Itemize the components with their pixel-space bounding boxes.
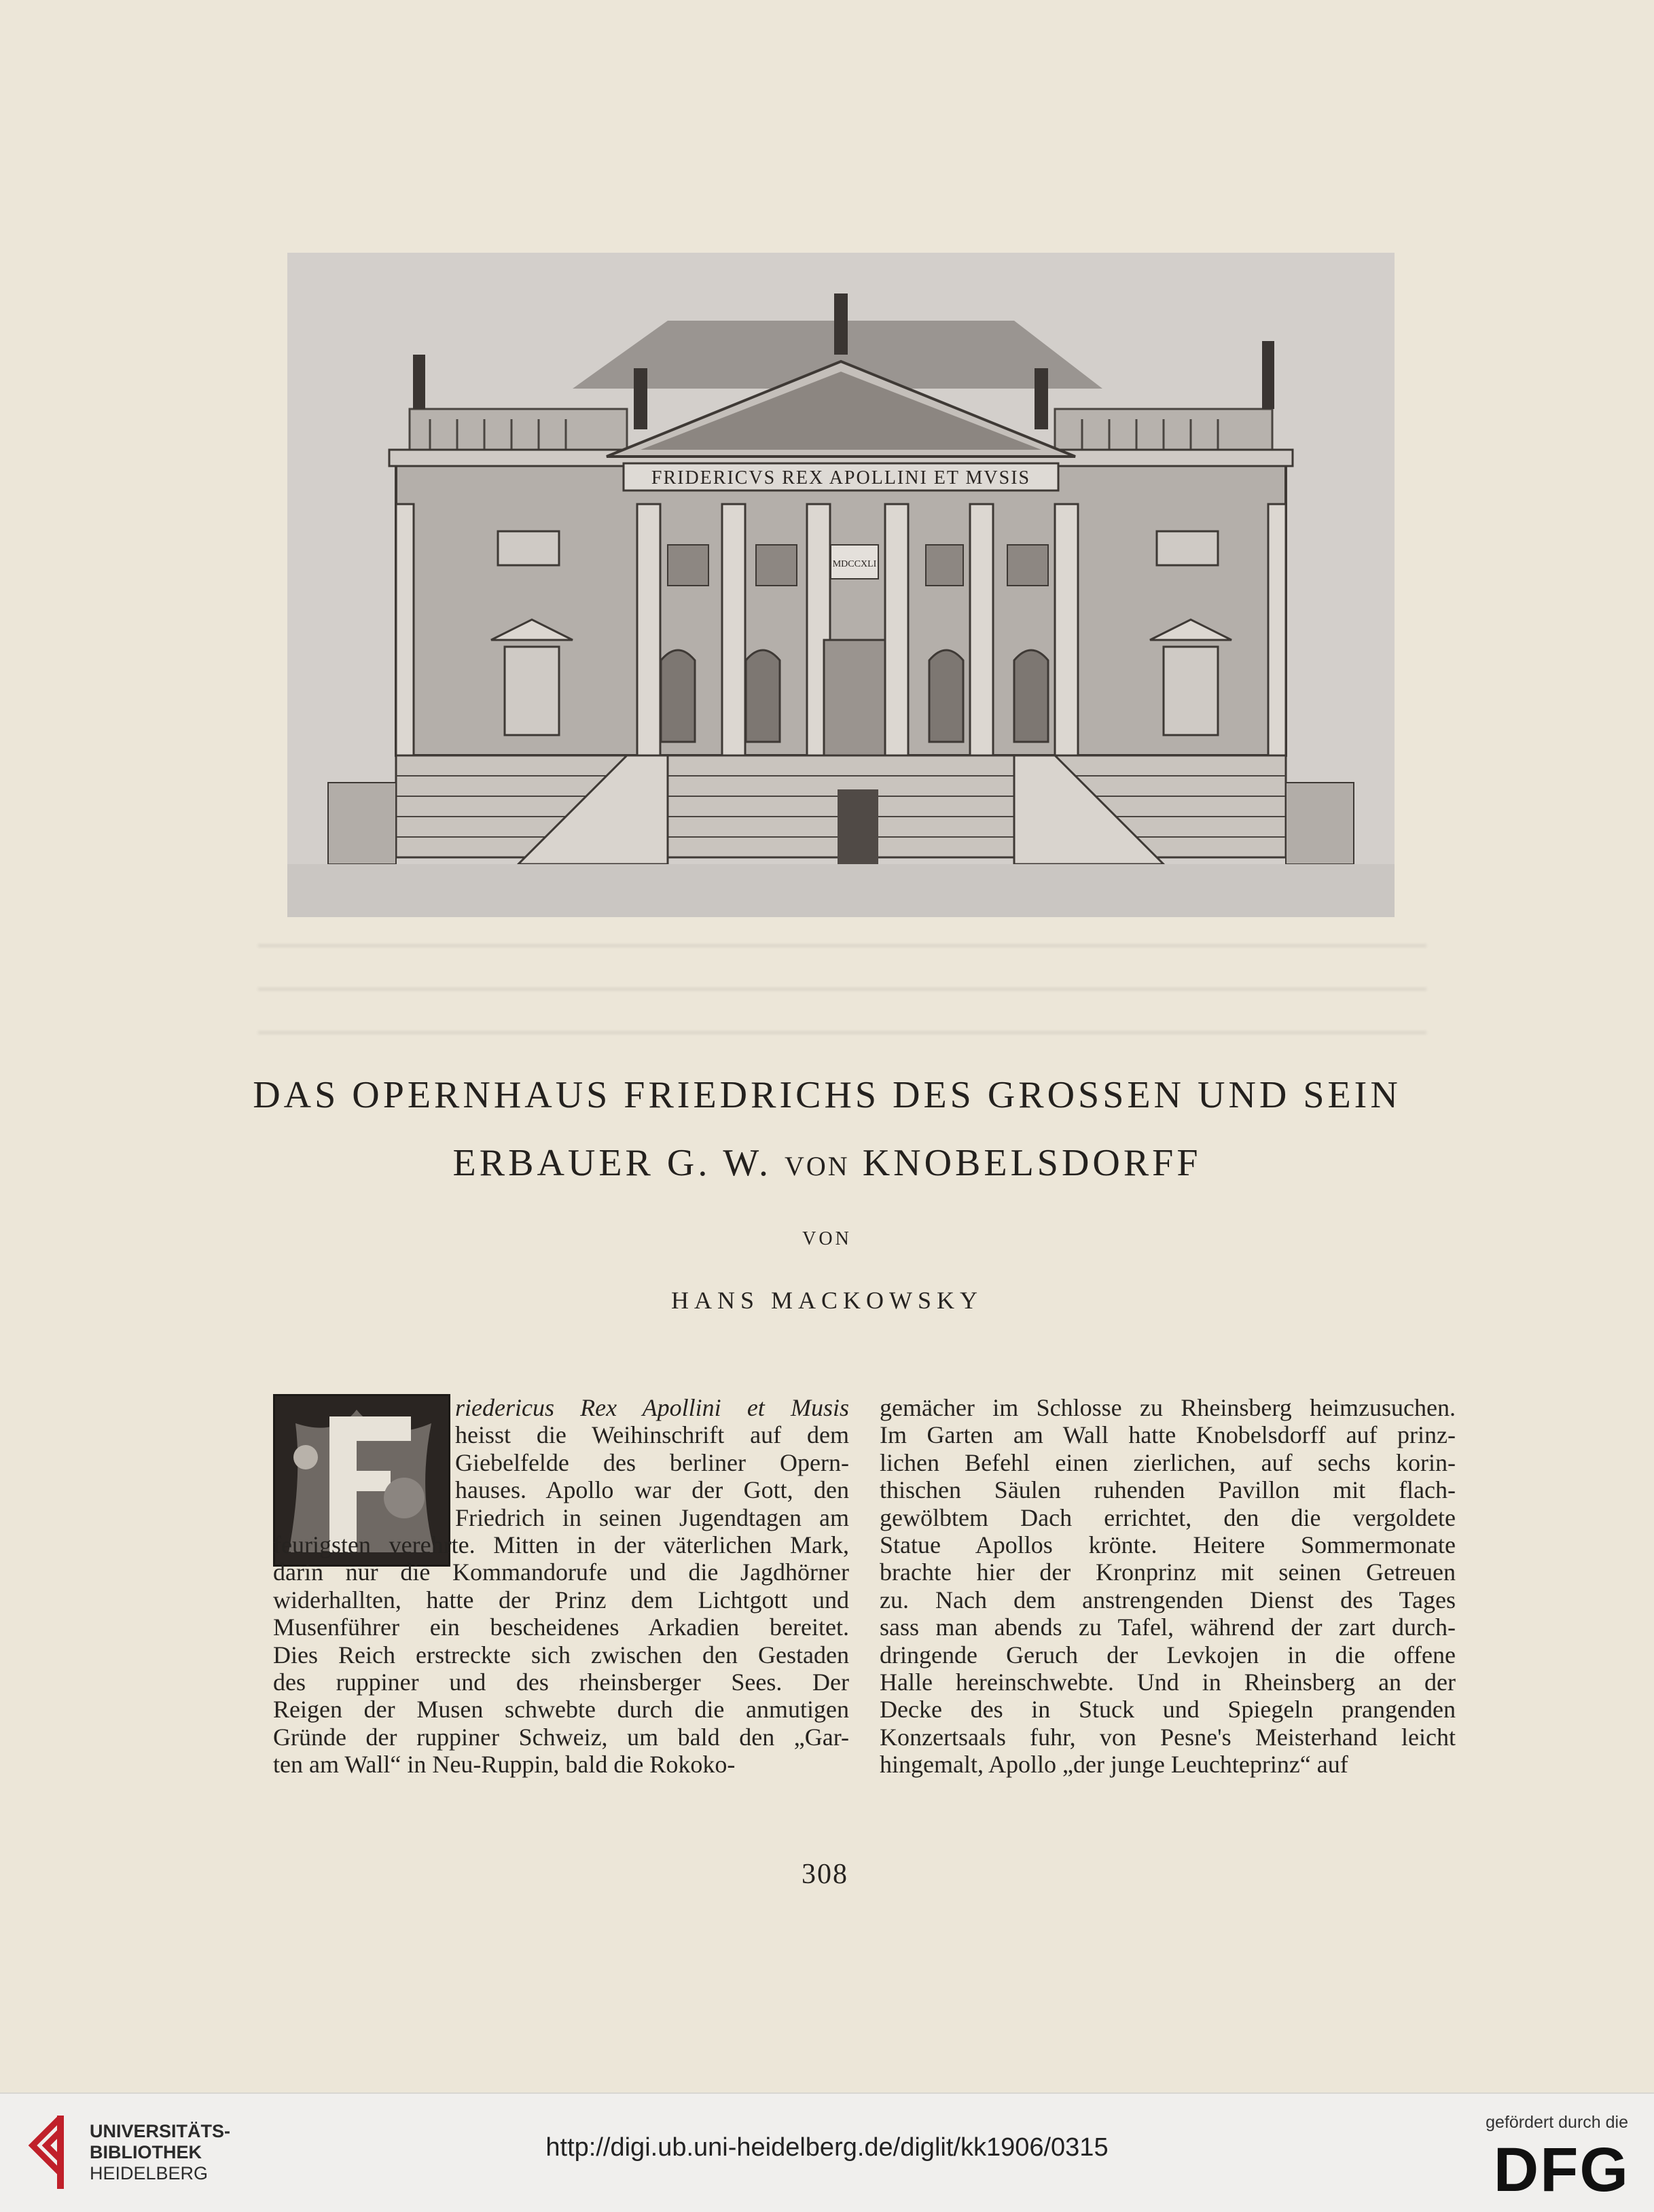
byline-von: VON bbox=[802, 1228, 852, 1249]
article-title-line-1: DAS OPERNHAUS FRIEDRICHS DES GROSSEN UND SEIN bbox=[253, 1074, 1401, 1116]
left-line-9: Musenführer ein bescheidenes Arkadien bereitet. bbox=[273, 1613, 849, 1641]
right-line-3: lichen Befehl einen zierlichen, auf sechs korin- bbox=[880, 1448, 1456, 1476]
left-line-10: Dies Reich erstreckte sich zwischen den Gestaden bbox=[273, 1641, 849, 1669]
right-line-6: Statue Apollos krönte. Heitere Sommermonate bbox=[880, 1531, 1456, 1558]
author-name: HANS MACKOWSKY bbox=[670, 1287, 984, 1314]
title-part-erbauer: ERBAUER G. W. bbox=[452, 1142, 772, 1184]
text-column-left bbox=[273, 1394, 849, 1778]
left-line-6: feurigsten verehrte. Mitten in der väterlichen Mark, bbox=[273, 1531, 849, 1558]
left-line-7: darin nur die Kommandorufe und die Jagdhörner bbox=[273, 1558, 849, 1586]
right-line-12: Decke des in Stuck und Spiegeln prangenden bbox=[880, 1696, 1456, 1724]
left-line-8: widerhallten, hatte der Prinz dem Lichtgott und bbox=[273, 1586, 849, 1613]
permalink-url[interactable]: http://digi.ub.uni-heidelberg.de/diglit/kk1906/0315 bbox=[545, 2133, 1109, 2162]
right-line-2: Im Garten am Wall hatte Knobelsdorff auf prinz- bbox=[880, 1421, 1456, 1449]
library-name-line-2: BIBLIOTHEK bbox=[90, 2142, 202, 2162]
sponsor-label: gefördert durch die bbox=[1486, 2113, 1628, 2132]
right-line-5: gewölbtem Dach errichtet, den die vergoldete bbox=[880, 1503, 1456, 1531]
opera-house-illustration bbox=[287, 253, 1395, 917]
show-through-text bbox=[258, 924, 1426, 1060]
library-name-line-3: HEIDELBERG bbox=[90, 2163, 209, 2183]
title-part-von: VON bbox=[785, 1151, 850, 1181]
dfg-logo: DFG bbox=[1493, 2135, 1630, 2205]
left-line-1: riedericus Rex Apollini et Musis bbox=[455, 1394, 849, 1421]
left-line-13: Gründe der ruppiner Schweiz, um bald den „Gar- bbox=[273, 1723, 849, 1751]
right-line-13: Konzertsaals fuhr, von Pesne's Meisterhand leicht bbox=[880, 1723, 1456, 1751]
right-line-9: sass man abends zu Tafel, während der zart durch- bbox=[880, 1613, 1456, 1641]
title-part-knobelsdorff: KNOBELSDORFF bbox=[862, 1142, 1202, 1184]
left-line-4: hauses. Apollo war der Gott, den bbox=[455, 1476, 849, 1504]
right-line-10: dringende Geruch der Levkojen in die offene bbox=[880, 1641, 1456, 1669]
left-line-12: Reigen der Musen schwebte durch die anmutigen bbox=[273, 1696, 849, 1724]
left-line-14: ten am Wall“ in Neu-Ruppin, bald die Rokoko- bbox=[273, 1751, 736, 1779]
left-line-5: Friedrich in seinen Jugendtagen am bbox=[455, 1503, 849, 1531]
library-name-line-1: UNIVERSITÄTS- bbox=[90, 2121, 231, 2141]
right-line-14: hingemalt, Apollo „der junge Leuchteprinz“ auf bbox=[880, 1751, 1348, 1779]
date-plaque-text: MDCCXLI bbox=[832, 559, 877, 569]
right-line-11: Halle hereinschwebte. Und in Rheinsberg an der bbox=[880, 1668, 1456, 1696]
right-line-4: thischen Säulen ruhenden Pavillon mit flach- bbox=[880, 1476, 1456, 1504]
article-title-line-2 bbox=[136, 1141, 1518, 1185]
text-column-right bbox=[880, 1394, 1456, 1778]
left-line-11: des ruppiner und des rheinsberger Sees. Der bbox=[273, 1668, 849, 1696]
right-line-7: brachte hier der Kronprinz mit seinen Getreuen bbox=[880, 1558, 1456, 1586]
inscription-text: FRIDERICVS REX APOLLINI ET MVSIS bbox=[651, 467, 1031, 488]
right-line-1: gemächer im Schlosse zu Rheinsberg heimzusuchen. bbox=[880, 1394, 1456, 1421]
left-line-3: Giebelfelde des berliner Opern- bbox=[455, 1448, 849, 1476]
left-line-2: heisst die Weihinschrift auf dem bbox=[455, 1421, 849, 1449]
right-line-8: zu. Nach dem anstrengenden Dienst des Tages bbox=[880, 1586, 1456, 1613]
viewer-footer bbox=[0, 2092, 1654, 2212]
page-number: 308 bbox=[802, 1859, 848, 1890]
